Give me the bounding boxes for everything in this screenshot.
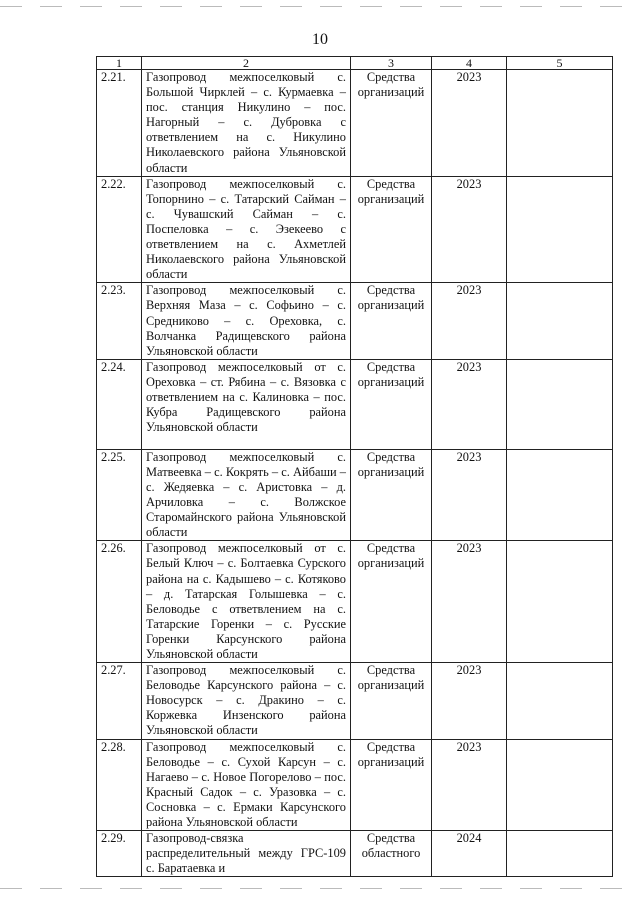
row-funding-source: Средства областного	[351, 831, 432, 877]
row-year: 2023	[432, 176, 507, 283]
table-row	[97, 449, 613, 541]
row-note	[507, 70, 613, 177]
row-description: Газопровод межпоселковый с. Матвеевка – с. Кокрять – с. Айбаши – с. Жедяевка – с. Аристовка – д. Арчиловка – с. Волжское Старомайнского района Ульяновской области	[142, 449, 351, 541]
row-year: 2023	[432, 359, 507, 449]
table-row	[97, 663, 613, 739]
row-funding-source: Средства организаций	[351, 70, 432, 177]
column-header: 4	[432, 57, 507, 70]
row-funding-source: Средства организаций	[351, 283, 432, 359]
row-number: 2.26.	[97, 541, 142, 663]
row-funding-source: Средства организаций	[351, 541, 432, 663]
row-number: 2.22.	[97, 176, 142, 283]
table-row	[97, 739, 613, 831]
row-number: 2.28.	[97, 739, 142, 831]
row-note	[507, 663, 613, 739]
row-funding-source: Средства организаций	[351, 176, 432, 283]
row-description: Газопровод межпоселковый с. Беловодье – с. Сухой Карсун – с. Нагаево – с. Новое Погорелово – пос. Красный Садок – с. Уразовка – с. Сосновка – с. Ермаки Карсунского района Ульяновской области	[142, 739, 351, 831]
row-number: 2.21.	[97, 70, 142, 177]
row-note	[507, 449, 613, 541]
table-row	[97, 70, 613, 177]
row-description: Газопровод-связка распределительный между ГРС-109 с. Баратаевка и	[142, 831, 351, 877]
table-header-row	[97, 57, 613, 70]
page-number: 10	[312, 31, 328, 48]
row-description: Газопровод межпоселковый с. Верхняя Маза – с. Софьино – с. Средниково – с. Ореховка, с. Волчанка Радищевского района Ульяновской области	[142, 283, 351, 359]
row-year: 2023	[432, 70, 507, 177]
row-note	[507, 541, 613, 663]
column-header: 2	[142, 57, 351, 70]
row-funding-source: Средства организаций	[351, 359, 432, 449]
row-note	[507, 359, 613, 449]
document-table	[96, 56, 613, 877]
row-number: 2.25.	[97, 449, 142, 541]
row-number: 2.23.	[97, 283, 142, 359]
row-description: Газопровод межпоселковый от с. Ореховка – ст. Рябина – с. Вязовка с ответвлением на с. Калиновка – пос. Кубра Радищевского района Ульяновской области	[142, 359, 351, 449]
row-funding-source: Средства организаций	[351, 739, 432, 831]
row-funding-source: Средства организаций	[351, 449, 432, 541]
row-year: 2023	[432, 283, 507, 359]
row-note	[507, 283, 613, 359]
row-funding-source: Средства организаций	[351, 663, 432, 739]
row-note	[507, 739, 613, 831]
row-year: 2023	[432, 541, 507, 663]
table-row	[97, 359, 613, 449]
scan-edge-top	[0, 6, 640, 7]
row-year: 2024	[432, 831, 507, 877]
table-row	[97, 283, 613, 359]
row-description: Газопровод межпоселковый с. Большой Чирклей – с. Курмаевка – пос. станция Никулино – пос. Нагорный – с. Дубровка с ответвлением на с. Никулино Николаевского района Ульяновской области	[142, 70, 351, 177]
row-year: 2023	[432, 663, 507, 739]
column-header: 1	[97, 57, 142, 70]
row-number: 2.27.	[97, 663, 142, 739]
table-row	[97, 176, 613, 283]
table-row	[97, 541, 613, 663]
scan-edge-bottom	[0, 888, 640, 889]
row-description: Газопровод межпоселковый с. Топорнино – с. Татарский Сайман – с. Чувашский Сайман – с. Поспеловка – с. Эзекеево с ответвлением на с. Ахметлей Николаевского района Ульяновской области	[142, 176, 351, 283]
row-note	[507, 176, 613, 283]
row-year: 2023	[432, 739, 507, 831]
row-note	[507, 831, 613, 877]
row-year: 2023	[432, 449, 507, 541]
column-header: 3	[351, 57, 432, 70]
row-number: 2.29.	[97, 831, 142, 877]
table-row	[97, 831, 613, 877]
row-number: 2.24.	[97, 359, 142, 449]
column-header: 5	[507, 57, 613, 70]
row-description: Газопровод межпоселковый с. Беловодье Карсунского района – с. Новосурск – с. Дракино – с. Коржевка Инзенского района Ульяновской области	[142, 663, 351, 739]
row-description: Газопровод межпоселковый от с. Белый Ключ – с. Болтаевка Сурского района на с. Кадышево – с. Котяково – д. Татарская Голышевка – с. Беловодье с ответвлением на с. Татарские Горенки – с. Русские Горенки Карсунского района Ульяновской области	[142, 541, 351, 663]
